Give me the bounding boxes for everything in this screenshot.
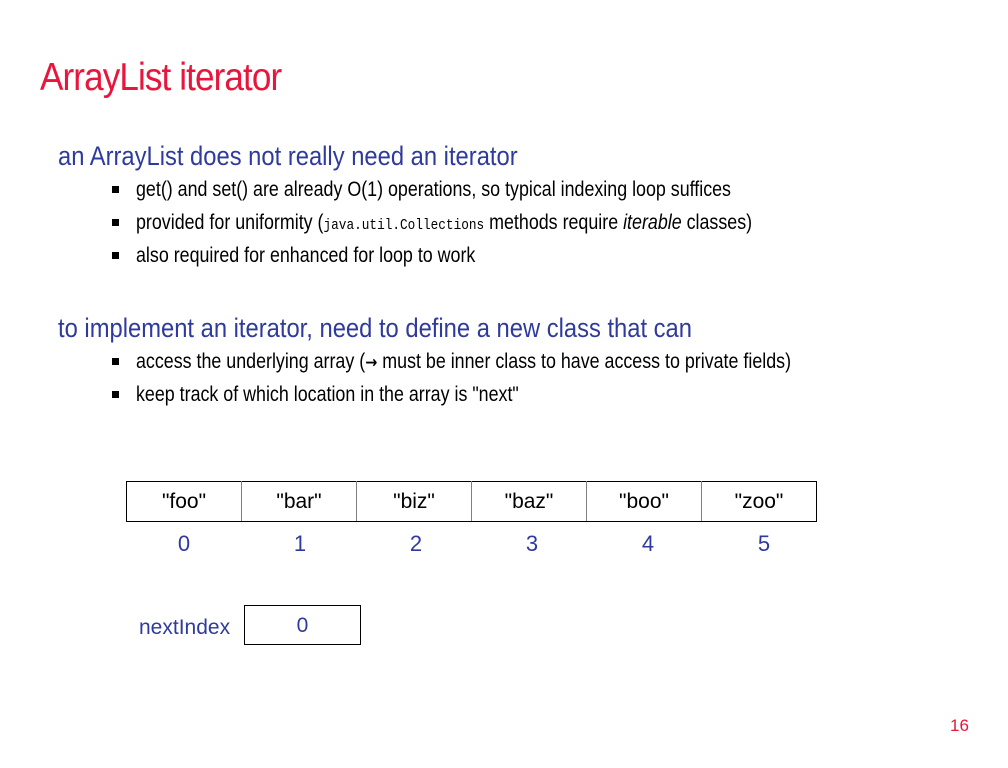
bullet-item	[58, 211, 861, 244]
array-index-label: 5	[757, 531, 771, 556]
section-implement-iterator	[58, 313, 907, 416]
square-bullet-icon	[112, 186, 119, 193]
array-index-label: 3	[525, 531, 539, 556]
right-arrow-icon: →	[365, 353, 378, 373]
bullet-text-part: provided for uniformity (	[136, 211, 324, 234]
bullet-item	[58, 244, 861, 277]
bullet-text-part: must be inner class to have access to private fields)	[377, 350, 792, 373]
bullet-text: keep track of which location in the array is "next"	[136, 383, 519, 406]
square-bullet-icon	[112, 219, 119, 226]
bullet-text: also required for enhanced for loop to work	[136, 244, 476, 267]
bullet-text-part: access the underlying array (	[136, 350, 366, 373]
section-heading: an ArrayList does not really need an iterator	[58, 141, 518, 171]
array-row	[127, 482, 817, 522]
inline-code: java.util.Collections	[323, 217, 485, 234]
slide-title: ArrayList iterator	[40, 56, 282, 99]
next-index-label: nextIndex	[139, 616, 231, 639]
square-bullet-icon	[112, 252, 119, 259]
square-bullet-icon	[112, 391, 119, 398]
array-cell: "zoo"	[702, 482, 817, 522]
bullet-list	[58, 350, 907, 416]
bullet-text: get() and set() are already O(1) operations, so typical indexing loop suffices	[136, 178, 731, 201]
array-index-label: 2	[409, 531, 423, 556]
emphasis-text: iterable	[623, 211, 682, 234]
square-bullet-icon	[112, 358, 119, 365]
bullet-list	[58, 178, 861, 277]
bullet-item	[58, 350, 907, 383]
bullet-item	[58, 178, 861, 211]
array-diagram	[126, 481, 817, 522]
array-cell: "bar"	[242, 482, 357, 522]
section-no-iterator-needed	[58, 141, 861, 277]
bullet-text-part: methods require	[484, 211, 624, 234]
array-cell: "biz"	[357, 482, 472, 522]
page-number: 16	[950, 716, 969, 735]
section-heading: to implement an iterator, need to define a new class that can	[58, 313, 692, 343]
bullet-text-part: classes)	[681, 211, 753, 234]
array-index-label: 4	[641, 531, 655, 556]
bullet-text	[136, 211, 752, 235]
bullet-item	[58, 383, 907, 416]
array-index-label: 1	[293, 531, 307, 556]
array-cell: "boo"	[587, 482, 702, 522]
array-index-label: 0	[177, 531, 191, 556]
array-cell: "baz"	[472, 482, 587, 522]
array-cell: "foo"	[127, 482, 242, 522]
bullet-text	[136, 350, 791, 374]
next-index-value-box: 0	[244, 605, 361, 645]
